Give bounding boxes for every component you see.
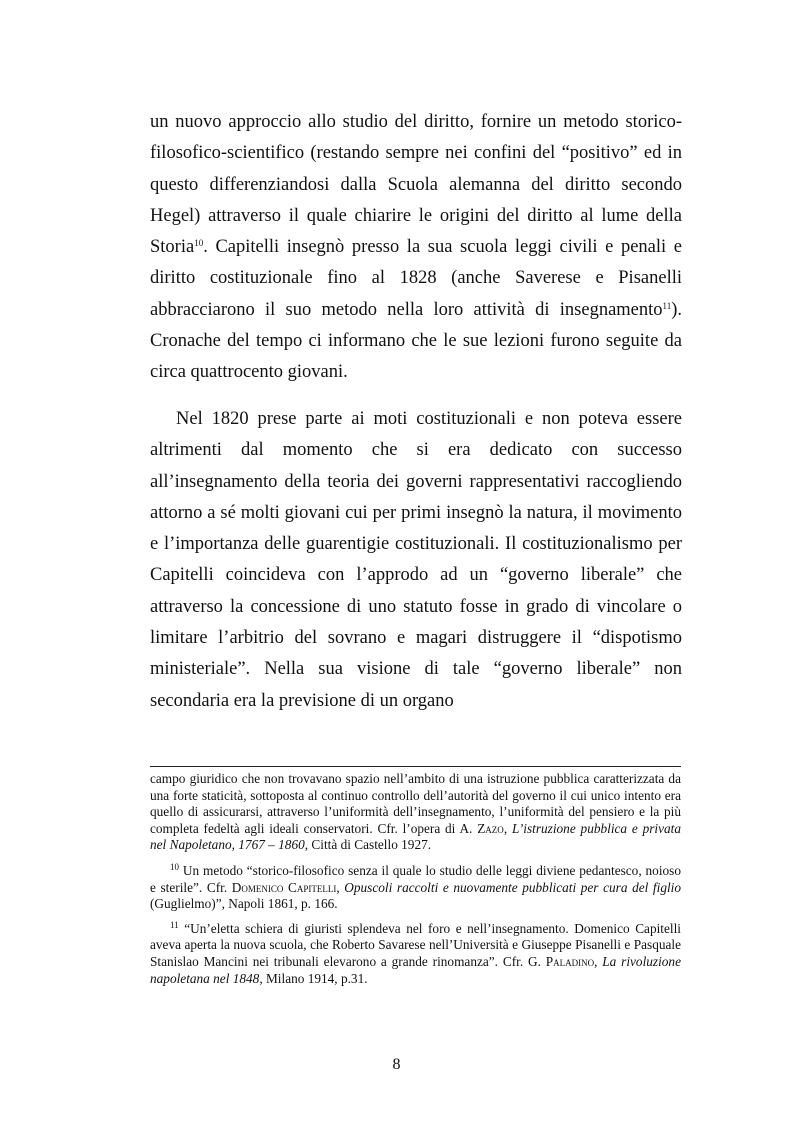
footnote-10-title: Opuscoli raccolti e nuovamente pubblicati per cura del figlio xyxy=(344,879,681,895)
footnote-11 xyxy=(150,921,681,987)
footnote-10-sep: , xyxy=(336,879,345,895)
footnote-11-number: 11 xyxy=(170,919,179,930)
footnote-11-text: “Un’eletta schiera di giuristi splendeva nel foro e nell’insegnamento. Domenico Capitelli aveva aperta la nuova scuola, che Roberto Savarese nell’Università e Giuseppe Pisanelli e Pasquale Stanislao Mancini nei tribunali elevarono a grande rinomanza”. Cfr. G. xyxy=(150,920,681,969)
footnote-10-text: Un metodo “storico-filosofico senza il quale lo studio delle leggi diviene pedantesco, noioso e sterile”. Cfr. xyxy=(150,862,681,895)
footnote-separator xyxy=(150,766,681,767)
p1-text-a: un nuovo approccio allo studio del diritto, fornire un metodo storico-filosofico-scientifico (restando sempre nei confini del “positivo” ed in questo differenziandosi dalla Scuola alemanna del diritto secondo Hegel) attraverso il quale chiarire le origini del diritto al lume della Storia xyxy=(150,112,682,258)
footnote-ref-11[interactable]: 11 xyxy=(662,300,672,311)
p1-text-b: . Capitelli insegnò presso la sua scuola leggi civili e penali e diritto costituzionale fino al 1828 (anche Saverese e Pisanelli abbracciarono il suo metodo nella loro attività di insegnamento xyxy=(150,237,682,320)
footnotes xyxy=(150,771,681,995)
body-paragraph-2: Nel 1820 prese parte ai moti costituzionali e non poteva essere altrimenti dal momento che si era dedicato con successo all’insegnamento della teoria dei governi rappresentativi raccogliendo attorno a sé molti giovani cui per primi insegnò la natura, il movimento e l’importanza delle guarentigie costituzionali. Il costituzionalismo per Capitelli coincideva con l’approdo ad un “governo liberale” che attraverso la concessione di uno statuto fosse in grado di vincolare o limitare l’arbitrio del sovrano e magari distruggere il “dispotismo ministeriale”. Nella sua visione di tale “governo liberale” non secondaria era la previsione di un organo xyxy=(150,409,682,711)
footnote-ref-10[interactable]: 10 xyxy=(194,238,204,249)
footnote-11-tail: , Milano 1914, p.31. xyxy=(259,970,368,986)
footnote-cont-author: Zazo xyxy=(477,820,504,836)
footnote-continuation xyxy=(150,771,681,854)
footnote-10-number: 10 xyxy=(170,861,179,872)
footnote-cont-tail: , Città di Castello 1927. xyxy=(304,837,432,853)
footnote-10 xyxy=(150,863,681,913)
footnote-11-title: La rivoluzione napoletana nel 1848 xyxy=(150,953,681,986)
footnote-cont-title: L’istruzione pubblica e privata nel Napoletano, 1767 – 1860 xyxy=(150,820,681,853)
footnote-11-sep: , xyxy=(594,953,603,969)
footnote-cont-text: campo giuridico che non trovavano spazio nell’ambito di una istruzione pubblica caratterizzata da una forte staticità, sottoposta al continuo controllo dell’autorità del governo il cui unico intento era quello di assicurarsi, attraverso l’uniformità dell’insegnamento, l’uniformità del pensiero e la più completa fedeltà agli ideali conservatori. Cfr. l’opera di A. xyxy=(150,771,681,836)
body-paragraph-1 xyxy=(150,107,682,389)
footnote-10-tail: (Guglielmo)”, Napoli 1861, p. 166. xyxy=(150,896,338,912)
footnote-11-author: Paladino xyxy=(545,953,595,969)
page-number: 8 xyxy=(392,1056,401,1073)
footnote-cont-sep: , xyxy=(503,820,512,836)
p1-text-c: ). Cronache del tempo ci informano che le sue lezioni furono seguite da circa quattrocento giovani. xyxy=(150,299,682,383)
footnote-10-author: Domenico Capitelli xyxy=(231,879,337,895)
